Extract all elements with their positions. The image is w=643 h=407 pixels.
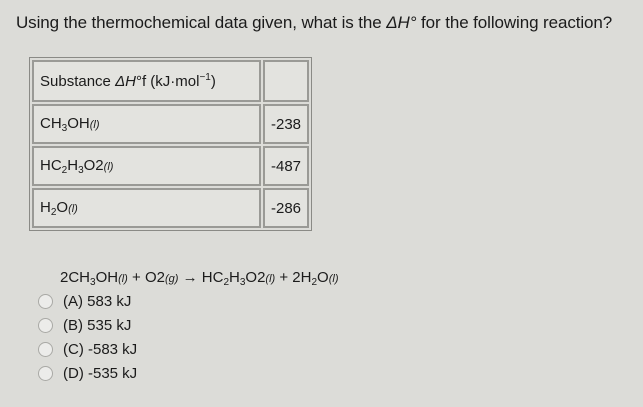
substance-cell — [32, 104, 261, 144]
value-cell: -286 — [263, 188, 309, 228]
choice-c[interactable] — [38, 337, 137, 361]
header-end: ) — [210, 73, 216, 90]
value-cell: -238 — [263, 104, 309, 144]
radio-button[interactable] — [38, 366, 53, 381]
state-label: (l) — [68, 202, 78, 215]
question-prefix: Using the thermochemical data given, what is the — [16, 13, 387, 32]
choice-label: (A) 583 kJ — [63, 292, 132, 310]
choice-d[interactable] — [38, 361, 137, 385]
radio-button[interactable] — [38, 294, 53, 309]
formula-subscript: 3 — [61, 122, 68, 134]
formula-part: H — [40, 198, 51, 216]
value-cell: -487 — [263, 146, 309, 186]
formula-subscript: 2 — [50, 206, 57, 218]
radio-button[interactable] — [38, 342, 53, 357]
eq-part: O2 — [245, 269, 266, 286]
formula-part: OH — [67, 114, 90, 132]
formula-part: H — [67, 156, 79, 174]
header-substance — [32, 60, 261, 102]
question-text — [16, 13, 612, 33]
header-delta-h: ΔH — [115, 73, 136, 90]
formula-part: O — [56, 198, 69, 216]
eq-subscript: 2 — [311, 277, 318, 288]
answer-choices — [38, 289, 137, 385]
formula-part: O2 — [83, 156, 104, 174]
question-suffix: for the following reaction? — [416, 13, 613, 32]
table-row — [32, 146, 309, 186]
reaction-arrow: → — [178, 269, 202, 286]
header-value — [263, 60, 309, 102]
eq-state: (l) — [328, 273, 339, 285]
eq-part: HC — [201, 269, 224, 286]
eq-part: + O2 — [127, 269, 165, 286]
table-row — [32, 188, 309, 228]
header-mid: °f (kJ·mol — [135, 73, 200, 90]
eq-part: O — [317, 269, 329, 286]
reaction-equation — [60, 269, 339, 288]
state-label: (l) — [103, 160, 114, 173]
formula-part: HC — [40, 156, 62, 174]
eq-subscript: 3 — [239, 277, 246, 288]
eq-part: OH — [95, 269, 119, 286]
header-prefix: Substance — [40, 73, 116, 90]
formula-part: CH — [40, 114, 62, 132]
formula-subscript: 3 — [78, 164, 84, 176]
substance-cell — [32, 188, 261, 228]
formula-subscript: 2 — [61, 164, 68, 176]
substance-cell — [32, 146, 261, 186]
eq-subscript: 3 — [90, 277, 96, 288]
eq-part: H — [229, 269, 240, 286]
state-label: (l) — [89, 118, 100, 131]
table-header-row — [32, 60, 309, 102]
choice-label: (D) -535 kJ — [63, 364, 138, 382]
choice-label: (C) -583 kJ — [63, 340, 138, 358]
eq-part: 2CH — [60, 269, 91, 286]
eq-state: (l) — [118, 273, 128, 285]
delta-h-symbol: ΔH° — [386, 13, 417, 32]
table-row — [32, 104, 309, 144]
choice-label: (B) 535 kJ — [63, 316, 132, 334]
eq-subscript: 2 — [223, 277, 229, 288]
eq-part: + 2H — [275, 269, 312, 286]
thermo-data-table — [29, 57, 312, 231]
radio-button[interactable] — [38, 318, 53, 333]
choice-b[interactable] — [38, 313, 137, 337]
header-exponent: −1 — [199, 72, 211, 83]
eq-state: (l) — [265, 273, 276, 285]
eq-state: (g) — [164, 273, 179, 285]
choice-a[interactable] — [38, 289, 137, 313]
